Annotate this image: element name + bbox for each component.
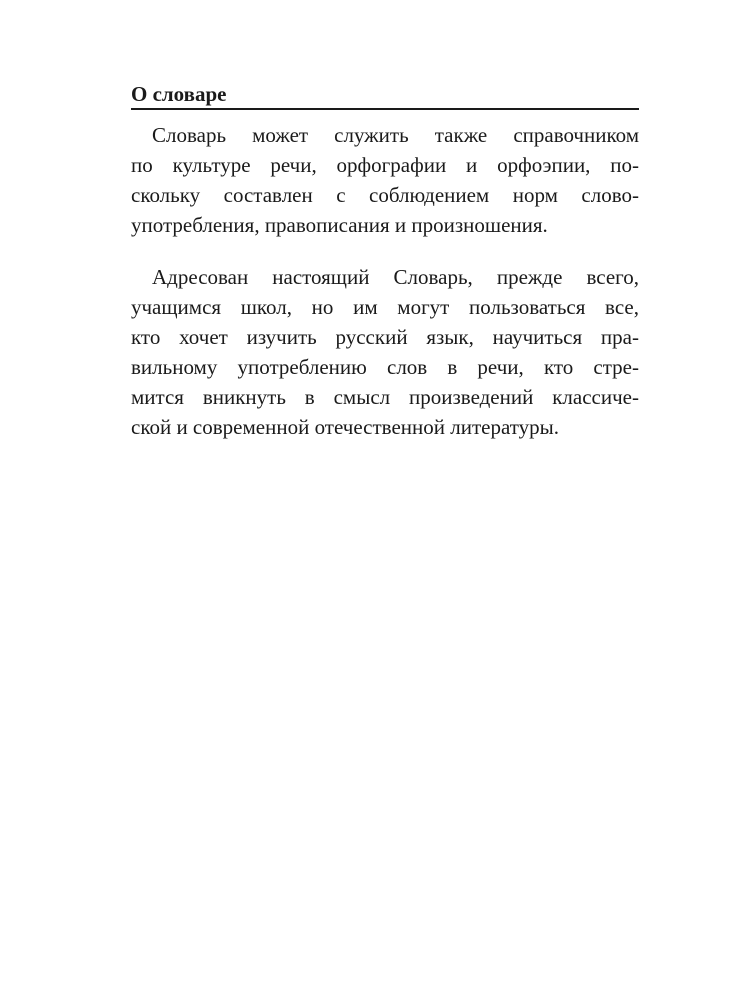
text-line: кто хочет изучить русский язык, научиться пра-	[131, 325, 639, 349]
text-line: по культуре речи, орфографии и орфоэпии, по-	[131, 153, 639, 177]
text-line: Словарь может служить также справочником	[152, 123, 639, 147]
text-line: учащимся школ, но им могут пользоваться все,	[131, 295, 639, 319]
text-line: ской и современной отечественной литературы.	[131, 415, 559, 439]
text-line: Адресован настоящий Словарь, прежде всего,	[152, 265, 639, 289]
paragraph-1	[131, 120, 639, 240]
text-line: мится вникнуть в смысл произведений классиче-	[131, 385, 639, 409]
text-line: вильному употреблению слов в речи, кто стре-	[131, 355, 639, 379]
text-line: употребления, правописания и произношения.	[131, 213, 548, 237]
paragraph-2	[131, 262, 639, 442]
text-line: скольку составлен с соблюдением норм слово-	[131, 183, 639, 207]
section-title: О словаре	[131, 82, 227, 106]
section-header	[131, 80, 639, 110]
